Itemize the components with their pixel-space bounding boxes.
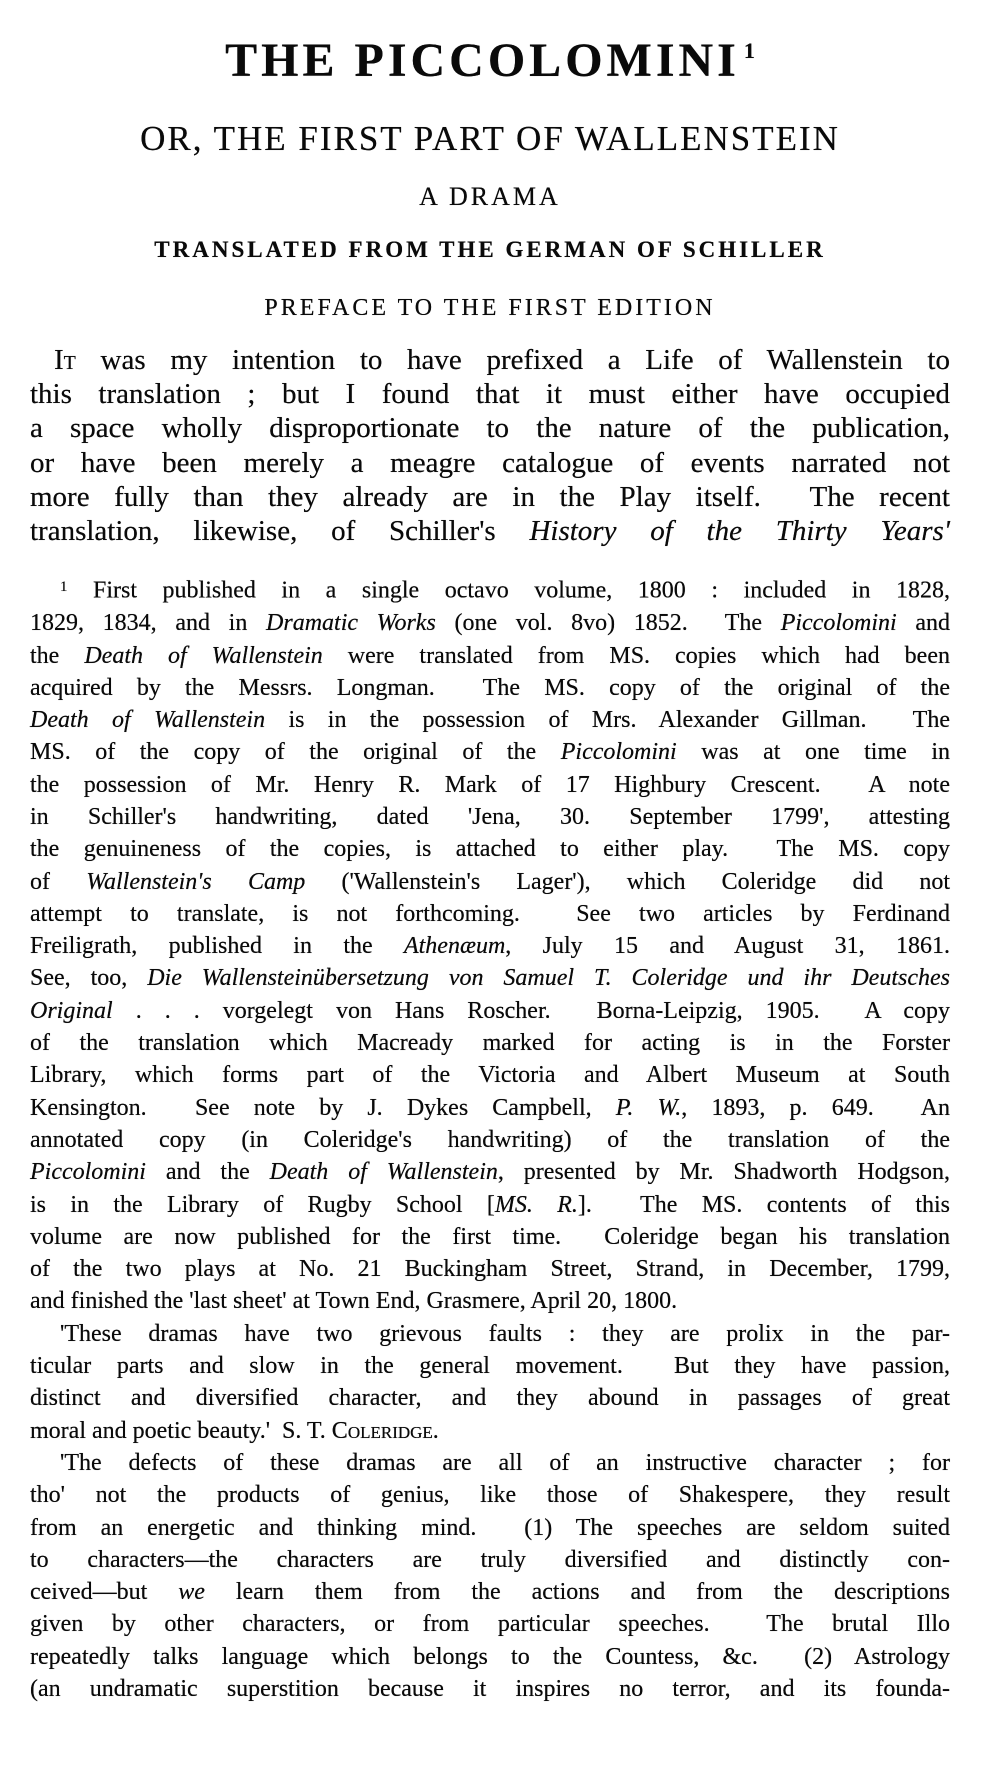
text-segment: S. T. Coleridge. bbox=[282, 1417, 439, 1444]
text-segment: Die Wallensteinübersetzung von Samuel T. Coleridge und ihr Deutsches bbox=[147, 965, 950, 992]
text-segment: 1829, 1834, and in bbox=[30, 610, 267, 637]
text-line bbox=[30, 607, 950, 639]
text-segment: in Schiller's handwriting, dated 'Jena, 30. September 1799', attesting bbox=[30, 803, 950, 830]
text-segment: Piccolomini bbox=[30, 1159, 146, 1186]
page-subtitle: OR, THE FIRST PART OF WALLENSTEIN bbox=[140, 119, 840, 158]
text-line bbox=[30, 1673, 950, 1705]
text-line bbox=[30, 1544, 950, 1576]
text-line bbox=[30, 995, 950, 1027]
text-line bbox=[30, 1156, 950, 1188]
text-line bbox=[30, 801, 950, 833]
translation-credit: TRANSLATED FROM THE GERMAN OF SCHILLER bbox=[154, 237, 826, 262]
text-line bbox=[30, 769, 950, 801]
text-line bbox=[30, 1415, 950, 1447]
text-segment: acquired by the Messrs. Longman. The MS. copy of the original of the bbox=[30, 674, 950, 701]
text-segment: It bbox=[54, 344, 76, 376]
page-title bbox=[30, 26, 950, 86]
text-segment: Death of Wallenstein bbox=[30, 707, 266, 734]
text-segment: was at one time in bbox=[676, 739, 950, 766]
text-segment: of the two plays at No. 21 Buckingham Street, Strand, in December, 1799, bbox=[30, 1256, 950, 1283]
text-line bbox=[30, 343, 950, 377]
text-segment: moral and poetic beauty.' bbox=[30, 1417, 283, 1444]
text-segment: learn them from the actions and from the descriptions bbox=[204, 1579, 950, 1606]
drama-label: A DRAMA bbox=[419, 182, 561, 211]
preface-paragraph bbox=[30, 343, 950, 548]
text-segment: repeatedly talks language which belongs to the Countess, &c. (2) Astrology bbox=[30, 1643, 950, 1670]
text-line bbox=[30, 1512, 950, 1544]
text-line bbox=[30, 736, 950, 768]
text-segment: the bbox=[30, 642, 85, 669]
text-line bbox=[30, 833, 950, 865]
text-segment: , presented by Mr. Shadworth Hodgson, bbox=[497, 1159, 950, 1186]
text-line bbox=[30, 411, 950, 445]
text-line bbox=[30, 1576, 950, 1608]
text-segment: ]. The MS. contents of this bbox=[577, 1191, 950, 1218]
text-line bbox=[30, 1382, 950, 1414]
text-segment: we bbox=[178, 1579, 205, 1606]
text-segment: See, too, bbox=[30, 965, 148, 992]
text-line bbox=[30, 1447, 950, 1479]
text-segment: and bbox=[896, 610, 950, 637]
text-line bbox=[30, 1124, 950, 1156]
text-segment: Kensington. See note by J. Dykes Campbell, bbox=[30, 1094, 616, 1121]
text-segment: annotated copy (in Coleridge's handwriting) of the translation of the bbox=[30, 1126, 950, 1153]
text-segment: distinct and diversified character, and they abound in passages of great bbox=[30, 1385, 950, 1412]
text-segment: History of the Thirty Years' bbox=[529, 515, 950, 548]
text-segment: of the translation which Macready marked for acting is in the Forster bbox=[30, 1030, 950, 1057]
text-segment: . . . vorgelegt von Hans Roscher. Borna-Leipzig, 1905. A copy bbox=[112, 997, 950, 1024]
text-segment: more fully than they already are in the Play itself. The recent bbox=[30, 480, 950, 513]
text-line bbox=[30, 1479, 950, 1511]
text-segment: the genuineness of the copies, is attached to either play. The MS. copy bbox=[30, 836, 950, 863]
text-segment: Dramatic Works bbox=[266, 610, 436, 637]
text-segment: 'The defects of these dramas are all of an instructive character ; for bbox=[60, 1449, 950, 1476]
text-segment: , 1893, p. 649. An bbox=[681, 1094, 950, 1121]
text-segment: ticular parts and slow in the general movement. But they have passion, bbox=[30, 1353, 950, 1380]
text-line bbox=[30, 514, 950, 548]
text-line bbox=[30, 898, 950, 930]
text-segment: tho' not the products of genius, like those of Shakespere, they result bbox=[30, 1482, 950, 1509]
text-segment: Piccolomini bbox=[780, 610, 897, 637]
page-title-text: THE PICCOLOMINI bbox=[225, 34, 740, 87]
text-segment: translation, likewise, of Schiller's bbox=[30, 515, 530, 548]
text-segment: is in the Library of Rugby School [ bbox=[30, 1191, 495, 1218]
text-segment: Death of Wallenstein bbox=[84, 642, 323, 669]
text-line bbox=[30, 1059, 950, 1091]
text-segment: given by other characters, or from particular speeches. The brutal Illo bbox=[30, 1611, 950, 1638]
text-segment: Library, which forms part of the Victoria and Albert Museum at South bbox=[30, 1062, 950, 1089]
text-segment: MS. of the copy of the original of the bbox=[30, 739, 561, 766]
text-segment: , July 15 and August 31, 1861. bbox=[505, 933, 950, 960]
text-segment: this translation ; but I found that it must either have occupied bbox=[30, 378, 950, 411]
text-line bbox=[30, 571, 950, 607]
text-segment: MS. R. bbox=[494, 1191, 578, 1218]
text-segment: 'These dramas have two grievous faults : they are prolix in the par- bbox=[60, 1320, 950, 1347]
text-line bbox=[30, 446, 950, 480]
text-line bbox=[30, 640, 950, 672]
text-segment: and finished the 'last sheet' at Town End, Grasmere, April 20, 1800. bbox=[30, 1288, 678, 1315]
text-segment: the possession of Mr. Henry R. Mark of 17 Highbury Crescent. A note bbox=[30, 771, 950, 798]
text-line bbox=[30, 1641, 950, 1673]
text-segment: Athenæum bbox=[403, 933, 506, 960]
title-footnote-marker: 1 bbox=[743, 38, 755, 63]
text-line bbox=[30, 962, 950, 994]
text-line bbox=[30, 377, 950, 411]
text-segment: volume are now published for the first time. Coleridge began his translation bbox=[30, 1223, 950, 1250]
text-line bbox=[30, 1285, 950, 1317]
text-line bbox=[30, 672, 950, 704]
text-segment: attempt to translate, is not forthcoming. See two articles by Ferdinand bbox=[30, 900, 950, 927]
text-line bbox=[30, 1608, 950, 1640]
text-line bbox=[30, 704, 950, 736]
text-segment: 1 bbox=[60, 579, 68, 596]
text-segment: is in the possession of Mrs. Alexander Gillman. The bbox=[265, 707, 950, 734]
text-segment: were translated from MS. copies which had been bbox=[322, 642, 950, 669]
text-segment: Death of Wallenstein bbox=[269, 1159, 498, 1186]
text-segment: a space wholly disproportionate to the nature of the publication, bbox=[30, 412, 950, 445]
text-line bbox=[30, 1027, 950, 1059]
text-line bbox=[30, 1318, 950, 1350]
footnote-block bbox=[30, 571, 950, 1705]
text-segment: was my intention to have prefixed a Life of Wallenstein to bbox=[75, 344, 950, 376]
text-segment: Original bbox=[30, 997, 113, 1024]
text-segment: First published in a single octavo volume, 1800 : included in 1828, bbox=[67, 577, 950, 604]
text-segment: ceived—but bbox=[30, 1579, 179, 1606]
text-line bbox=[30, 1221, 950, 1253]
text-segment: or have been merely a meagre catalogue of events narrated not bbox=[30, 446, 950, 479]
text-segment: Freiligrath, published in the bbox=[30, 933, 404, 960]
text-line bbox=[30, 1253, 950, 1285]
text-line bbox=[30, 1350, 950, 1382]
page-content bbox=[30, 26, 950, 1705]
text-line bbox=[30, 1189, 950, 1221]
text-segment: (an undramatic superstition because it inspires no terror, and its founda- bbox=[30, 1676, 950, 1702]
text-segment: P. W. bbox=[615, 1094, 682, 1121]
preface-heading: PREFACE TO THE FIRST EDITION bbox=[264, 295, 716, 321]
text-segment: to characters—the characters are truly diversified and distinctly con- bbox=[30, 1546, 950, 1573]
text-segment: from an energetic and thinking mind. (1) The speeches are seldom suited bbox=[30, 1514, 950, 1541]
text-segment: Piccolomini bbox=[560, 739, 677, 766]
book-page bbox=[0, 26, 1000, 1767]
text-segment: ('Wallenstein's Lager'), which Coleridge did not bbox=[305, 868, 950, 895]
text-line bbox=[30, 866, 950, 898]
text-line bbox=[30, 480, 950, 514]
text-segment: (one vol. 8vo) 1852. The bbox=[435, 610, 781, 637]
text-segment: Wallenstein's Camp bbox=[86, 868, 306, 895]
text-line bbox=[30, 930, 950, 962]
text-segment: of bbox=[30, 868, 87, 895]
text-segment: and the bbox=[145, 1159, 270, 1186]
text-line bbox=[30, 1092, 950, 1124]
